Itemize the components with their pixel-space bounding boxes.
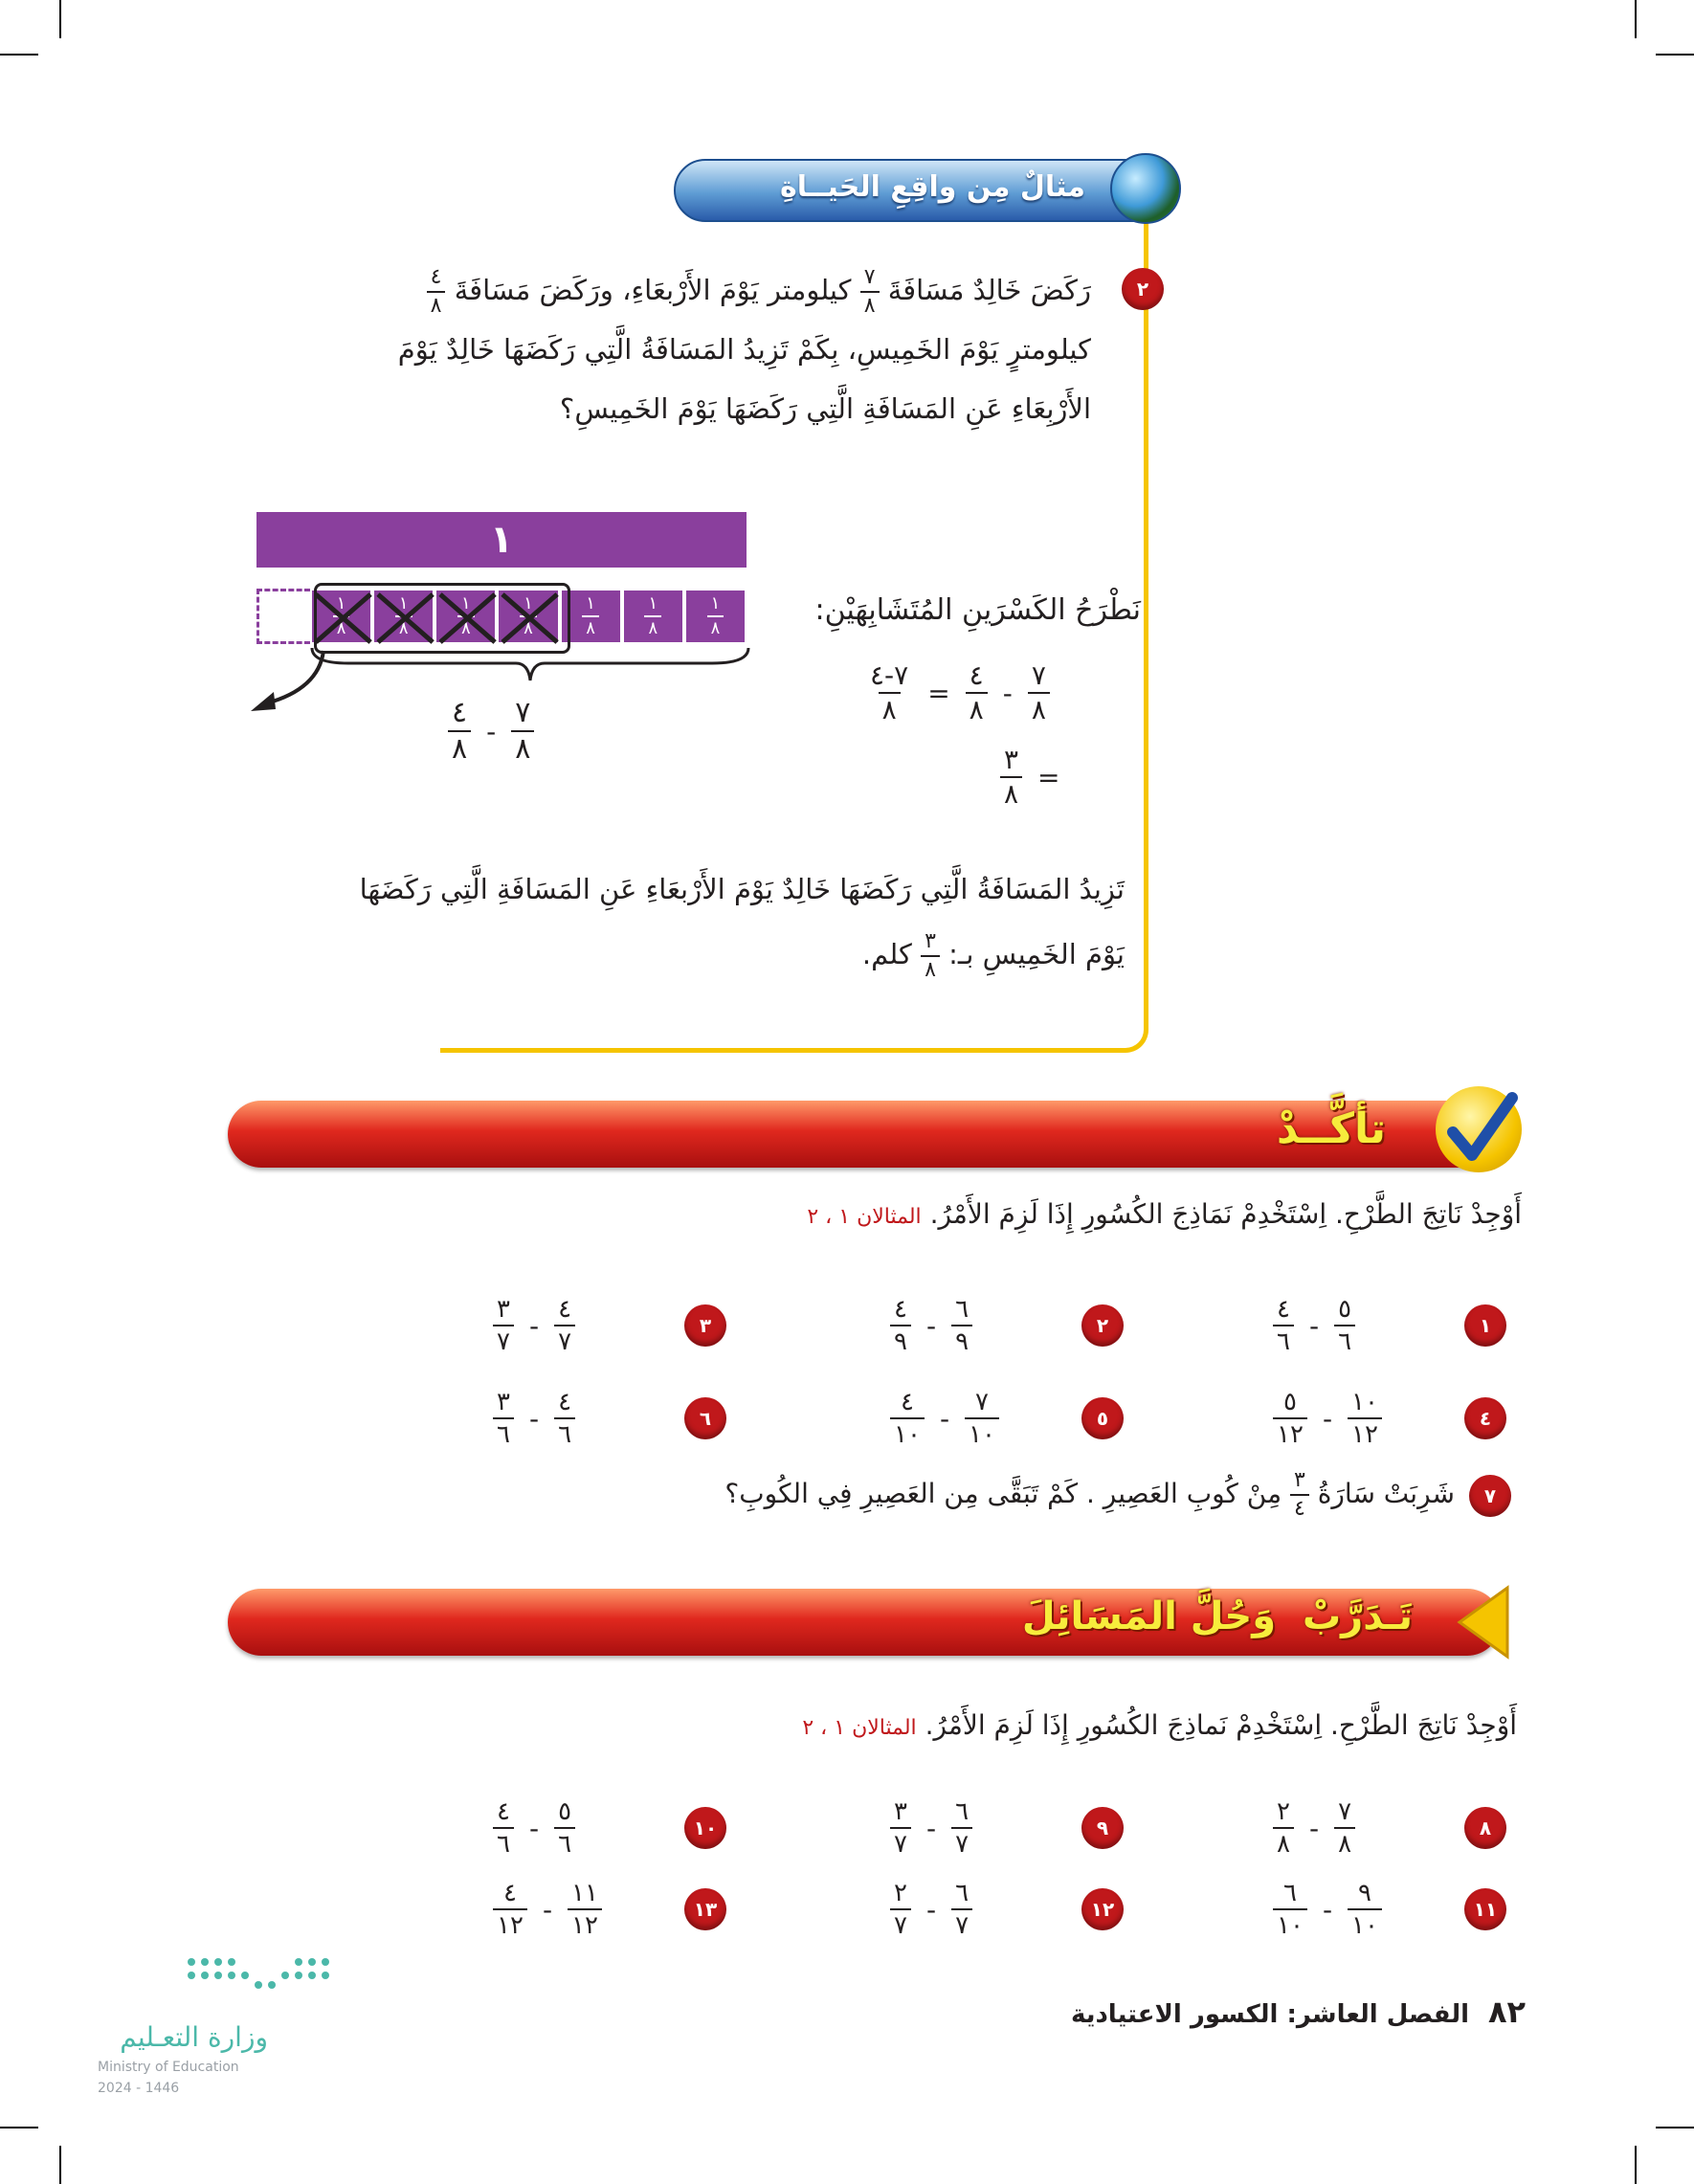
exercise-expression: ٣ ٧ - ٦ ٧ [890, 1799, 972, 1857]
eighth-piece: ١ ٨ [497, 589, 559, 644]
exercise-number-badge: ٨ [1464, 1807, 1506, 1849]
exercise-number-badge: ٣ [684, 1304, 726, 1347]
removed-piece-outline [256, 589, 310, 644]
ministry-logo-dots [172, 1952, 421, 2010]
exercise-expression: ٢ ٧ - ٦ ٧ [890, 1881, 972, 1938]
fraction-7-8: ٧ ٨ [860, 267, 880, 317]
real-life-banner [674, 159, 1175, 222]
eighth-piece: ١ ٨ [684, 589, 747, 644]
answer-text: تَزِيدُ المَسَافَةُ الَّتِي رَكَضَهَا خَالِدٌ يَوْمَ الأَرْبعَاءِ عَنِ المَسَافَةِ الَّتِي رَكَضَهَا يَوْمَ الخَمِيسِ بـ: ٣ ٨ كلم. [359, 873, 1125, 982]
eighth-piece: ١ ٨ [372, 589, 435, 644]
eighth-piece: ١ ٨ [622, 589, 684, 644]
exercise-number-badge: ١ [1464, 1304, 1506, 1347]
exercise-number-badge: ٦ [684, 1397, 726, 1439]
globe-icon [1110, 153, 1181, 224]
exercise-number-badge: ١٢ [1081, 1888, 1124, 1930]
exercise-number-badge: ١٠ [684, 1807, 726, 1849]
banner-title: مثالٌ مِن واقِعِ الحَيــاةِ [780, 170, 1085, 204]
exercise-7-badge: ٧ [1469, 1475, 1511, 1517]
exercise-expression: ٥ ١٢ - ١٠ ١٢ [1273, 1390, 1382, 1447]
fraction-model [256, 512, 747, 799]
example-reference: المثالان ١ ، ٢ [807, 1205, 922, 1229]
exercise-expression: ٣ ٧ - ٤ ٧ [493, 1297, 575, 1354]
solution-step-1: ٧-٤ ٨ = ٤ ٨ - ٧ ٨ [866, 662, 1050, 724]
exercise-expression: ٣ ٦ - ٤ ٦ [493, 1390, 575, 1447]
brace [310, 646, 750, 684]
arrow-icon [228, 646, 333, 723]
crossed-group-outline [314, 583, 570, 654]
check-title: تأكَّــدْ [1276, 1104, 1386, 1153]
model-subtraction: ٤ ٨ - ٧ ٨ [448, 699, 534, 764]
exercise-number-badge: ٤ [1464, 1397, 1506, 1439]
practice-instruction: أَوْجِدْ نَاتِجَ الطَّرْحِ. اِسْتَخْدِمْ نَماذِجَ الكُسُورِ إِذَا لَزِمَ الأَمْرُ. المثالان ١ ، ٢ [802, 1709, 1517, 1741]
exercise-expression: ٤ ٦ - ٥ ٦ [493, 1799, 575, 1857]
exercise-expression: ٢ ٨ - ٧ ٨ [1273, 1799, 1355, 1857]
ministry-name-ar: وزارة التعـليم [120, 2021, 268, 2053]
eighth-piece: ١ ٨ [310, 589, 372, 644]
practice-title: تَـدَرَّبْ وَحُلَّ المَسَائِلَ [1021, 1594, 1413, 1638]
solution-step-2: ٣ ٨ = [1000, 747, 1060, 808]
check-banner [228, 1101, 1501, 1168]
eighth-piece: ١ ٨ [560, 589, 622, 644]
practice-banner [228, 1589, 1501, 1656]
exercise-expression: ٤ ١٠ - ٧ ١٠ [890, 1390, 999, 1447]
triangle-icon [1455, 1584, 1512, 1660]
ministry-logo [96, 1952, 345, 2115]
exercise-expression: ٤ ١٢ - ١١ ١٢ [493, 1881, 602, 1938]
ministry-name-en: Ministry of Education [98, 2060, 239, 2075]
exercise-number-badge: ١١ [1464, 1888, 1506, 1930]
page-number: ٨٢ [1488, 1994, 1527, 2030]
check-instruction: أَوْجِدْ نَاتِجَ الطَّرْحِ. اِسْتَخْدِمْ نَمَاذِجَ الكُسُورِ إِذَا لَزِمَ الأَمْرُ. المثالان ١ ، ٢ [807, 1198, 1522, 1230]
exercise-number-badge: ٥ [1081, 1397, 1124, 1439]
fraction-4-8: ٤ ٨ [427, 267, 446, 317]
exercise-7-text: شَرِبَتْ سَارَةُ ٣ ٤ مِنْ كُوبِ العَصِيرِ . كَمْ تَبَقَّى مِن العَصِيرِ فِي الكُوبِ؟ [724, 1468, 1455, 1521]
example-number-badge: ٢ [1122, 268, 1164, 310]
whole-bar: ١ [256, 512, 747, 568]
checkmark-icon [1436, 1086, 1522, 1172]
exercise-number-badge: ١٣ [684, 1888, 726, 1930]
problem-text: رَكَضَ خَالِدٌ مَسَافَةَ ٧ ٨ كيلومتر يَوْمَ الأَرْبعَاءِ، ورَكَضَ مَسَافَةَ ٤ ٨ كيلومترٍ يَوْمَ الخَمِيسِ، بِكَمْ تَزِيدُ المَسَافَةُ الَّتِي رَكَضَهَا خَالِدٌ يَوْمَ الأَرْبِعَاءِ عَنِ المَسَافَةِ الَّتِي رَكَضَهَا يَوْمَ الخَمِيسِ؟ [397, 265, 1091, 425]
example-reference: المثالان ١ ، ٢ [802, 1716, 917, 1740]
exercise-expression: ٦ ١٠ - ٩ ١٠ [1273, 1881, 1382, 1938]
exercise-expression: ٤ ٩ - ٦ ٩ [890, 1297, 972, 1354]
solution-intro: نَطْرَحُ الكَسْرَينِ المُتَشَابِهَيْنِ: [814, 593, 1141, 627]
exercise-expression: ٤ ٦ - ٥ ٦ [1273, 1297, 1355, 1354]
footer-chapter: الفصل العاشر: الكسور الاعتيادية [1070, 2000, 1469, 2029]
exercise-number-badge: ٢ [1081, 1304, 1124, 1347]
ministry-year: 2024 - 1446 [98, 2081, 180, 2096]
exercise-number-badge: ٩ [1081, 1807, 1124, 1849]
eighth-piece: ١ ٨ [435, 589, 497, 644]
